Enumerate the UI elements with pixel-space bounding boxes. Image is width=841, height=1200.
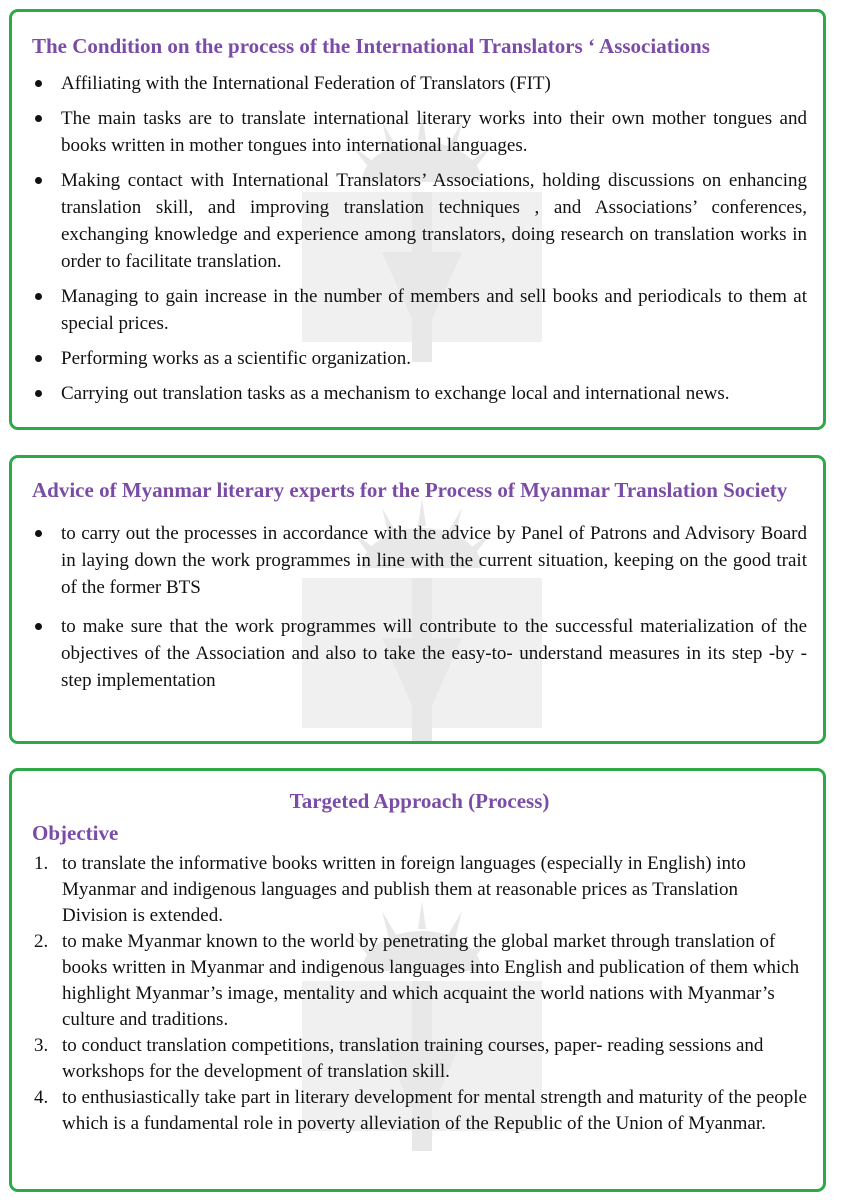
- list-item: The main tasks are to translate international literary works into their own mother tongues and books written in mother tongues into international languages.: [32, 105, 807, 159]
- item-number: 3.: [34, 1035, 49, 1056]
- objective-list: [32, 851, 807, 1137]
- item-text: to enthusiastically take part in literary development for mental strength and maturity of the people which is a fundamental role in poverty alleviation of the Republic of the Union of Myanmar.: [62, 1087, 807, 1134]
- item-text: to translate the informative books written in foreign languages (especially in English) into Myanmar and indigenous languages and publish them at reasonable prices as Translation Division is extended.: [62, 853, 746, 926]
- list-item: Performing works as a scientific organization.: [32, 345, 807, 372]
- item-text: to conduct translation competitions, translation training courses, paper- reading sessions and workshops for the development of translation skill.: [62, 1035, 764, 1082]
- section-international-associations: [9, 9, 826, 430]
- condition-list: [32, 70, 807, 407]
- section-literary-experts-advice: [9, 455, 826, 744]
- section-targeted-approach: [9, 768, 826, 1192]
- list-item: Carrying out translation tasks as a mechanism to exchange local and international news.: [32, 380, 807, 407]
- section-title: Targeted Approach (Process): [289, 789, 550, 813]
- objective-heading: Objective: [32, 821, 119, 845]
- list-item: Making contact with International Translators’ Associations, holding discussions on enhancing translation skill, and improving translation techniques , and Associations’ conferences, exchanging knowledge and experience among translators, doing research on translation works in order to facilitate translation.: [32, 167, 807, 275]
- list-item: [32, 1085, 807, 1137]
- item-number: 2.: [34, 931, 49, 952]
- list-item: Affiliating with the International Federation of Translators (FIT): [32, 70, 807, 97]
- list-item: to carry out the processes in accordance with the advice by Panel of Patrons and Advisory Board in laying down the work programmes in line with the current situation, keeping on the good trait of the former BTS: [32, 520, 807, 601]
- item-text: to make Myanmar known to the world by penetrating the global market through translation of books written in Myanmar and indigenous languages into English and publication of them which highlight Myanmar’s image, mentality and which acquaint the world nations with Myanmar’s culture and traditions.: [62, 931, 800, 1030]
- advice-list: [32, 520, 807, 694]
- list-item: to make sure that the work programmes will contribute to the successful materialization of the objectives of the Association and also to take the easy-to- understand measures in its step -by -step implementation: [32, 613, 807, 694]
- list-item: [32, 929, 807, 1033]
- list-item: [32, 1033, 807, 1085]
- item-number: 4.: [34, 1087, 49, 1108]
- section-title: Advice of Myanmar literary experts for the Process of Myanmar Translation Society: [32, 478, 788, 502]
- list-item: Managing to gain increase in the number of members and sell books and periodicals to them at special prices.: [32, 283, 807, 337]
- list-item: [32, 851, 807, 929]
- section-title: The Condition on the process of the International Translators ‘ Associations: [32, 34, 710, 58]
- item-number: 1.: [34, 853, 49, 874]
